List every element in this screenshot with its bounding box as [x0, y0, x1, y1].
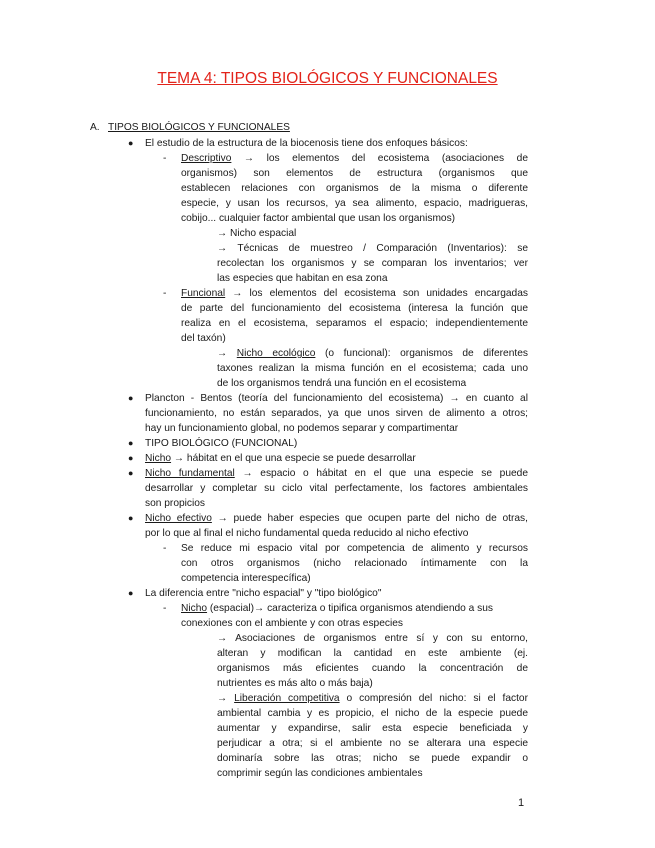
descriptivo-text-1: → los elementos del ecosistema (asociaciones de	[243, 153, 528, 164]
arrow: →	[217, 348, 228, 359]
tipo-biologico: TIPO BIOLÓGICO (FUNCIONAL)	[145, 438, 298, 449]
bullet-2: ●	[128, 393, 134, 403]
nicho-ecologico-line-1	[217, 346, 528, 361]
funcional-text-1: → los elementos del ecosistema son unidades encargadas	[232, 288, 528, 299]
fundamental-line-3: son propicios	[145, 498, 206, 509]
nicho-ecologico-line-2: taxones realizan la misma función en el ecosistema; cada uno	[217, 363, 528, 374]
tecnicas-line-1: → Técnicas de muestreo / Comparación (Inventarios): se	[217, 243, 528, 254]
efectivo-sub-2: con otros organismos (nicho relacionado íntimamente con la	[181, 558, 528, 569]
asociaciones-line-1: → Asociaciones de organismos entre sí y con su entorno,	[217, 633, 528, 644]
arrow-2: →	[217, 693, 228, 704]
dash-descriptivo: -	[163, 153, 167, 164]
tecnicas-line-3: las especies que habitan en esa zona	[217, 273, 388, 284]
descriptivo-line-5: cobijo... cualquier factor ambiental que usan los organismos)	[181, 213, 456, 224]
bullet-4: ●	[128, 453, 134, 463]
bullet-3: ●	[128, 438, 134, 448]
efectivo-line-2: por lo que al final el nicho fundamental queda reducido al nicho efectivo	[145, 528, 469, 539]
plancton-line-3: hay un funcionamiento global, no podemos separar y compartimentar	[145, 423, 459, 434]
fundamental-text-1: → espacio o hábitat en el que una especie se puede	[242, 468, 528, 479]
liberacion-line-5: dominaría sobre las otras; nicho se puede expandir o	[217, 753, 528, 764]
tecnicas-line-2: recolectan los organismos y se comparan los inventarios; ver	[217, 258, 528, 269]
plancton-line-1: Plancton - Bentos (teoría del funcionamiento del ecosistema) → en cuanto al	[145, 393, 528, 404]
bullet-1: ●	[128, 138, 134, 148]
term-nicho-ecologico: Nicho ecológico	[236, 348, 316, 359]
nicho-text: → hábitat en el que una especie se puede desarrollar	[173, 453, 416, 464]
diferencia-line: La diferencia entre "nicho espacial" y "tipo biológico"	[145, 588, 382, 599]
bullet-6: ●	[128, 513, 134, 523]
term-nicho-fundamental: Nicho fundamental	[145, 468, 235, 479]
term-funcional: Funcional	[181, 288, 226, 299]
liberacion-line-6: comprimir según las condiciones ambientales	[217, 768, 423, 779]
dash-funcional: -	[163, 288, 167, 299]
descriptivo-line-3: establecen relaciones con organismos de la misma o diferente	[181, 183, 528, 194]
nicho-line	[145, 451, 416, 466]
section-heading: TIPOS BIOLÓGICOS Y FUNCIONALES	[108, 122, 290, 133]
fundamental-line-1	[145, 466, 528, 481]
plancton-line-2: funcionamiento, no están separados, ya que unos sirven de alimento a otros;	[145, 408, 528, 419]
term-liberacion-competitiva: Liberación competitiva	[234, 693, 340, 704]
nicho-espacial-text: (espacial)→ caracteriza o tipifica organismos atendiendo a sus	[209, 603, 494, 614]
page-number: 1	[518, 797, 525, 809]
liberacion-line-1	[217, 691, 528, 706]
efectivo-text-1: → puede haber especies que ocupen parte del nicho de otras,	[217, 513, 528, 524]
nicho-ecologico-line-3: de los organismos tendrá una función en el ecosistema	[217, 378, 467, 389]
term-nicho: Nicho	[145, 453, 172, 464]
asociaciones-line-3: organismos más eficientes cuando la concentración de	[217, 663, 528, 674]
bullet-5: ●	[128, 468, 134, 478]
dash-nicho-espacial: -	[163, 603, 167, 614]
funcional-line-1	[181, 286, 528, 301]
term-nicho-2: Nicho	[181, 603, 208, 614]
nicho-espacial: → Nicho espacial	[217, 228, 297, 239]
descriptivo-line-4: especie, y usan los recursos, ya sea alimento, espacio, madrigueras,	[181, 198, 528, 209]
liberacion-line-3: aumentar y expandirse, salir esta especie beneficiada y	[217, 723, 528, 734]
asociaciones-line-4: nutrientes es más alto o más baja)	[217, 678, 373, 689]
efectivo-line-1	[145, 511, 528, 526]
funcional-line-4: del taxón)	[181, 333, 226, 344]
liberacion-line-4: perjudicar a otra; si el ambiente no se alterara una especie	[217, 738, 528, 749]
nicho-espacial-line-2: conexiones con el ambiente y con otras especies	[181, 618, 403, 629]
term-nicho-efectivo: Nicho efectivo	[145, 513, 212, 524]
nicho-espacial-line-1	[181, 601, 493, 616]
efectivo-sub-1: Se reduce mi espacio vital por competencia de alimento y recursos	[181, 543, 528, 554]
text-estudio: El estudio de la estructura de la biocenosis tiene dos enfoques básicos:	[145, 138, 468, 149]
liberacion-text: o compresión del nicho: si el factor	[346, 693, 528, 704]
nicho-ecologico-text: (o funcional): organismos de diferentes	[324, 348, 528, 359]
asociaciones-line-2: alteran y modifican la cantidad en este ambiente (ej.	[217, 648, 528, 659]
section-letter: A.	[90, 122, 100, 133]
fundamental-line-2: desarrollar y completar su ciclo vital perfectamente, los factores ambientales	[145, 483, 528, 494]
efectivo-sub-3: competencia interespecífica)	[181, 573, 311, 584]
descriptivo-line-2: organismos) son elementos de estructura (organismos que	[181, 168, 528, 179]
funcional-line-3: realiza en el ecosistema, separamos el espacio; independientemente	[181, 318, 528, 329]
page-title: TEMA 4: TIPOS BIOLÓGICOS Y FUNCIONALES	[157, 70, 498, 87]
liberacion-line-2: ambiental cambia y es propicio, el nicho de la especie puede	[217, 708, 528, 719]
bullet-7: ●	[128, 588, 134, 598]
descriptivo-line-1	[181, 151, 528, 166]
dash-efectivo: -	[163, 543, 167, 554]
funcional-line-2: de parte del funcionamiento del ecosistema (interesa la función que	[181, 303, 528, 314]
term-descriptivo: Descriptivo	[181, 153, 232, 164]
